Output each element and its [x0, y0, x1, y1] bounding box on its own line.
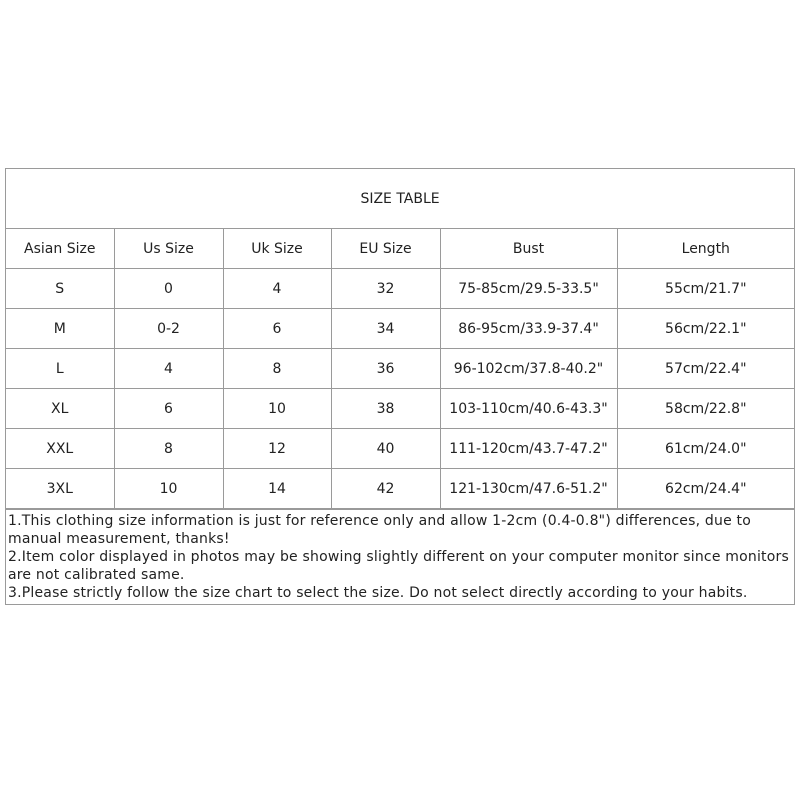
table-cell: 55cm/21.7": [617, 269, 794, 309]
table-row: [6, 469, 794, 509]
table-cell: 12: [223, 429, 331, 469]
note-text: 1.This clothing size information is just for reference only and allow 1-2cm (0.4-0.8") differences, due to manual measurement, thanks!: [8, 513, 751, 547]
table-cell: 36: [331, 349, 440, 389]
table-title: SIZE TABLE: [6, 169, 794, 229]
table-cell: 58cm/22.8": [617, 389, 794, 429]
table-cell: 121-130cm/47.6-51.2": [440, 469, 617, 509]
table-cell: XXL: [6, 429, 114, 469]
column-header: Length: [617, 229, 794, 269]
table-cell: 40: [331, 429, 440, 469]
table-cell: 38: [331, 389, 440, 429]
table-cell: 86-95cm/33.9-37.4": [440, 309, 617, 349]
table-cell: S: [6, 269, 114, 309]
table-cell: 56cm/22.1": [617, 309, 794, 349]
column-header: Uk Size: [223, 229, 331, 269]
table-cell: L: [6, 349, 114, 389]
table-cell: XL: [6, 389, 114, 429]
table-row: [6, 429, 794, 469]
header-row: [6, 229, 794, 269]
column-header: Bust: [440, 229, 617, 269]
table-cell: 6: [114, 389, 223, 429]
table-cell: 0-2: [114, 309, 223, 349]
table-row: [6, 349, 794, 389]
table-cell: 61cm/24.0": [617, 429, 794, 469]
table-cell: 0: [114, 269, 223, 309]
table-cell: 4: [114, 349, 223, 389]
title-row: [6, 169, 794, 229]
table-cell: 8: [223, 349, 331, 389]
table-cell: 111-120cm/43.7-47.2": [440, 429, 617, 469]
size-table: [6, 169, 794, 509]
table-cell: M: [6, 309, 114, 349]
table-cell: 103-110cm/40.6-43.3": [440, 389, 617, 429]
table-row: [6, 389, 794, 429]
table-cell: 62cm/24.4": [617, 469, 794, 509]
table-row: [6, 309, 794, 349]
table-cell: 32: [331, 269, 440, 309]
table-cell: 57cm/22.4": [617, 349, 794, 389]
note-text: 3.Please strictly follow the size chart to select the size. Do not select directly according to your habits.: [8, 585, 748, 601]
table-cell: 75-85cm/29.5-33.5": [440, 269, 617, 309]
table-cell: 34: [331, 309, 440, 349]
table-cell: 42: [331, 469, 440, 509]
column-header: EU Size: [331, 229, 440, 269]
table-cell: 6: [223, 309, 331, 349]
table-cell: 96-102cm/37.8-40.2": [440, 349, 617, 389]
note-text: 2.Item color displayed in photos may be showing slightly different on your computer monitor since monitors are not calibrated same.: [8, 549, 789, 583]
table-cell: 4: [223, 269, 331, 309]
table-cell: 8: [114, 429, 223, 469]
table-cell: 10: [114, 469, 223, 509]
table-cell: 3XL: [6, 469, 114, 509]
column-header: Asian Size: [6, 229, 114, 269]
table-cell: 10: [223, 389, 331, 429]
size-notes: [6, 509, 794, 604]
column-header: Us Size: [114, 229, 223, 269]
table-cell: 14: [223, 469, 331, 509]
size-table-container: [5, 168, 795, 605]
table-row: [6, 269, 794, 309]
